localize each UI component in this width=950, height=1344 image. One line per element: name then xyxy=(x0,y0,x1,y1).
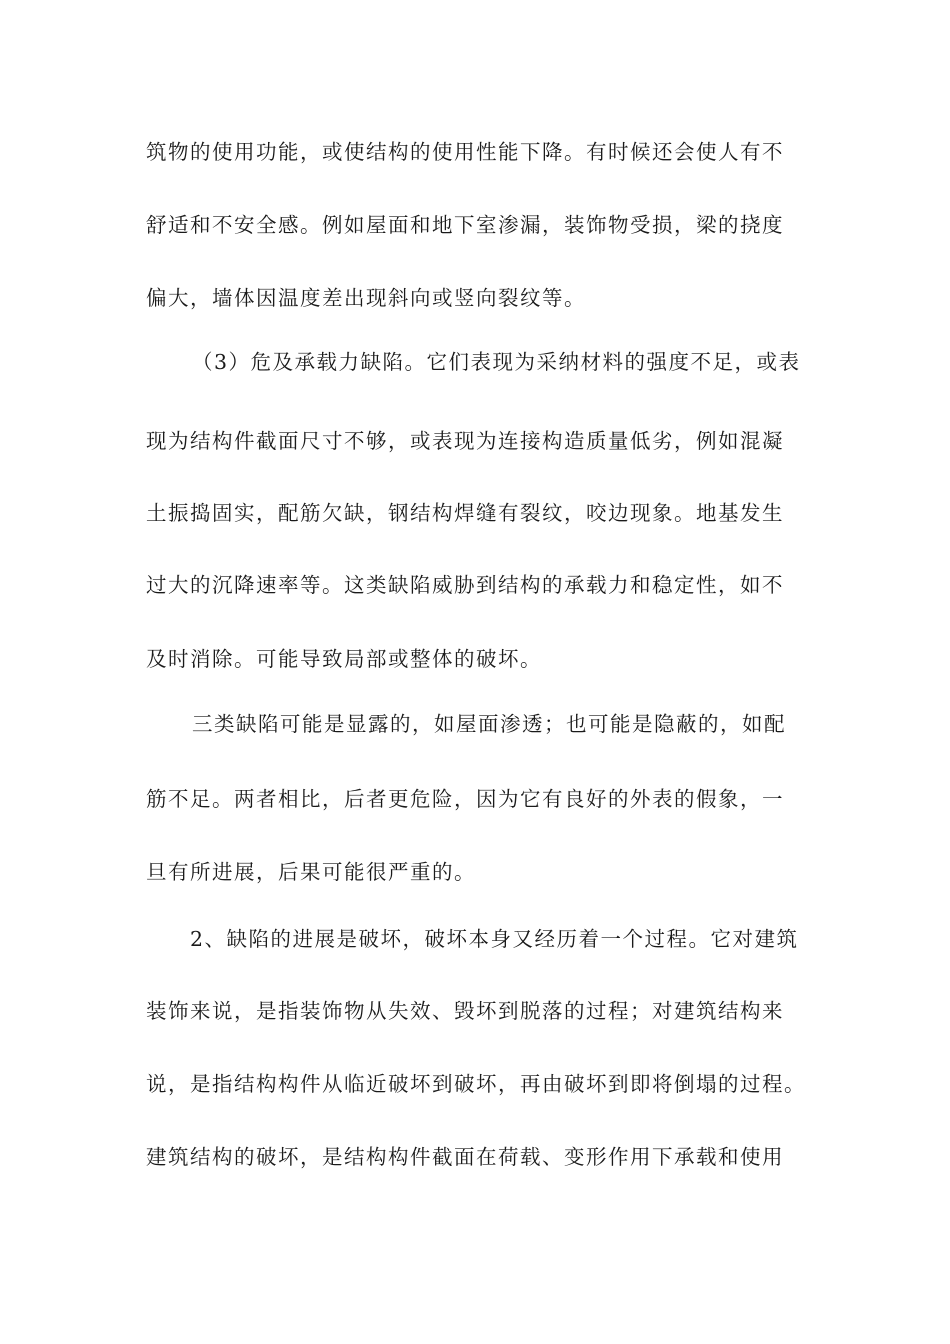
text-line-9: 三类缺陷可能是显露的，如屋面渗透；也可能是隐蔽的，如配 xyxy=(192,712,786,736)
text-line-2: 舒适和不安全感。例如屋面和地下室渗漏，装饰物受损，梁的挠度 xyxy=(146,213,784,237)
text-line-8: 及时消除。可能导致局部或整体的破坏。 xyxy=(146,647,542,671)
text-line-10: 筋不足。两者相比，后者更危险，因为它有良好的外表的假象，一 xyxy=(146,787,784,811)
text-line-12: 2、缺陷的进展是破坏，破坏本身又经历着一个过程。它对建筑 xyxy=(190,927,799,951)
text-line-6: 土振捣固实，配筋欠缺，钢结构焊缝有裂纹，咬边现象。地基发生 xyxy=(146,501,784,525)
text-line-15: 建筑结构的破坏，是结构构件截面在荷载、变形作用下承载和使用 xyxy=(146,1145,784,1169)
text-line-13: 装饰来说，是指装饰物从失效、毁坏到脱落的过程；对建筑结构来 xyxy=(146,999,784,1023)
text-line-1: 筑物的使用功能，或使结构的使用性能下降。有时候还会使人有不 xyxy=(146,140,784,164)
text-line-14: 说，是指结构构件从临近破坏到破坏，再由破坏到即将倒塌的过程。 xyxy=(146,1072,806,1096)
text-line-3: 偏大，墙体因温度差出现斜向或竖向裂纹等。 xyxy=(146,286,586,310)
text-line-11: 旦有所进展，后果可能很严重的。 xyxy=(146,860,476,884)
text-line-5: 现为结构件截面尺寸不够，或表现为连接构造质量低劣，例如混凝 xyxy=(146,429,784,453)
text-line-4: （3）危及承载力缺陷。它们表现为采纳材料的强度不足，或表 xyxy=(192,350,801,374)
text-line-7: 过大的沉降速率等。这类缺陷威胁到结构的承载力和稳定性，如不 xyxy=(146,573,784,597)
